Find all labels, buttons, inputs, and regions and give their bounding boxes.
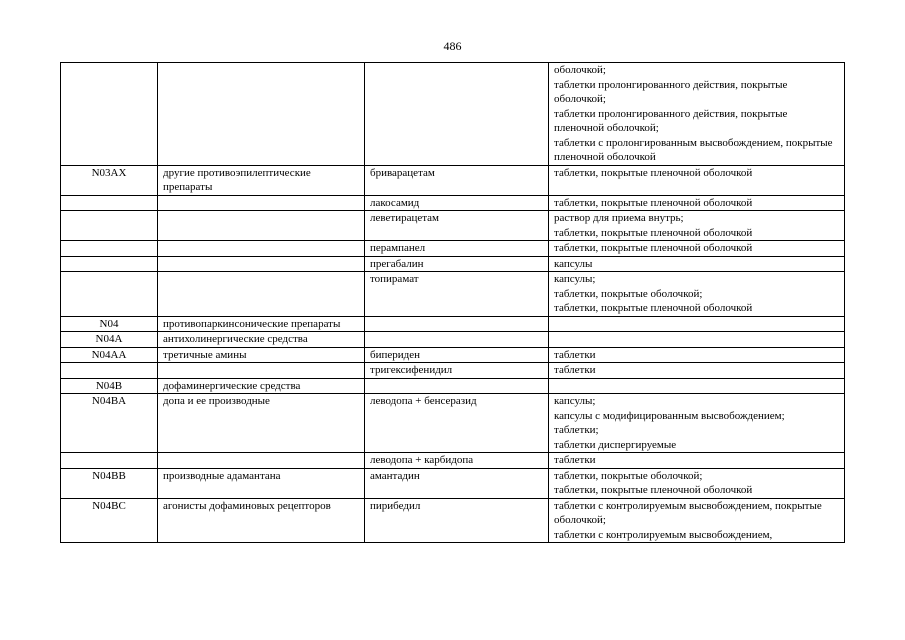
table-row — [61, 165, 845, 195]
atc-code-cell: N03AX — [61, 165, 158, 195]
atc-code-cell: N04A — [61, 332, 158, 348]
table-row — [61, 256, 845, 272]
dosage-forms-cell: таблетки, покрытые пленочной оболочкой — [549, 241, 845, 257]
atc-code-cell — [61, 363, 158, 379]
pharmacological-group-cell: антихолинергические средства — [158, 332, 365, 348]
dosage-forms-cell: раствор для приема внутрь; таблетки, покрытые пленочной оболочкой — [549, 211, 845, 241]
dosage-forms-cell: таблетки, покрытые оболочкой; таблетки, покрытые пленочной оболочкой — [549, 468, 845, 498]
drug-name-cell: амантадин — [365, 468, 549, 498]
dosage-forms-cell — [549, 316, 845, 332]
pharmacological-group-cell: другие противоэпилептические препараты — [158, 165, 365, 195]
pharmacological-group-cell — [158, 363, 365, 379]
pharmacological-group-cell: третичные амины — [158, 347, 365, 363]
drug-name-cell: топирамат — [365, 272, 549, 317]
atc-code-cell: N04B — [61, 378, 158, 394]
pharmacological-group-cell — [158, 63, 365, 166]
atc-code-cell: N04AA — [61, 347, 158, 363]
dosage-forms-cell: капсулы; таблетки, покрытые оболочкой; таблетки, покрытые пленочной оболочкой — [549, 272, 845, 317]
dosage-forms-cell — [549, 378, 845, 394]
atc-code-cell: N04BC — [61, 498, 158, 543]
pharmacological-group-cell: агонисты дофаминовых рецепторов — [158, 498, 365, 543]
dosage-forms-cell: оболочкой; таблетки пролонгированного действия, покрытые оболочкой; таблетки пролонгированного действия, покрытые пленочной оболочкой; таблетки с пролонгированным высвобождением, покрытые пленочной оболочкой — [549, 63, 845, 166]
pharmacological-group-cell: допа и ее производные — [158, 394, 365, 453]
pharmacological-group-cell — [158, 195, 365, 211]
table-row — [61, 211, 845, 241]
table-row — [61, 498, 845, 543]
dosage-forms-cell: таблетки — [549, 453, 845, 469]
table-row — [61, 195, 845, 211]
dosage-forms-cell: таблетки — [549, 363, 845, 379]
pharmacological-group-cell: противопаркинсонические препараты — [158, 316, 365, 332]
dosage-forms-cell — [549, 332, 845, 348]
drug-name-cell: пирибедил — [365, 498, 549, 543]
table-row — [61, 332, 845, 348]
table-row — [61, 394, 845, 453]
table-row — [61, 63, 845, 166]
drug-name-cell: бриварацетам — [365, 165, 549, 195]
table-row — [61, 241, 845, 257]
table-row — [61, 272, 845, 317]
table-row — [61, 347, 845, 363]
drug-name-cell: леветирацетам — [365, 211, 549, 241]
drug-name-cell: перампанел — [365, 241, 549, 257]
drug-name-cell — [365, 63, 549, 166]
table-row — [61, 316, 845, 332]
atc-code-cell: N04 — [61, 316, 158, 332]
drug-name-cell — [365, 378, 549, 394]
pharmacological-group-cell: дофаминергические средства — [158, 378, 365, 394]
pharmacological-group-cell — [158, 211, 365, 241]
pharmacological-group-cell — [158, 453, 365, 469]
dosage-forms-cell: капсулы — [549, 256, 845, 272]
drug-name-cell: леводопа + бенсеразид — [365, 394, 549, 453]
atc-code-cell — [61, 272, 158, 317]
atc-code-cell: N04BB — [61, 468, 158, 498]
table-row — [61, 453, 845, 469]
pharmacological-group-cell — [158, 241, 365, 257]
atc-code-cell — [61, 453, 158, 469]
pharmacological-group-cell — [158, 256, 365, 272]
pharmacological-group-cell — [158, 272, 365, 317]
drug-name-cell: лакосамид — [365, 195, 549, 211]
table-row — [61, 363, 845, 379]
drug-table — [60, 62, 845, 543]
drug-name-cell: леводопа + карбидопа — [365, 453, 549, 469]
pharmacological-group-cell: производные адамантана — [158, 468, 365, 498]
drug-name-cell — [365, 332, 549, 348]
atc-code-cell — [61, 241, 158, 257]
dosage-forms-cell: таблетки с контролируемым высвобождением, покрытые оболочкой; таблетки с контролируемым высвобождением, — [549, 498, 845, 543]
table-row — [61, 378, 845, 394]
dosage-forms-cell: таблетки, покрытые пленочной оболочкой — [549, 195, 845, 211]
atc-code-cell — [61, 63, 158, 166]
drug-name-cell: бипериден — [365, 347, 549, 363]
drug-name-cell: прегабалин — [365, 256, 549, 272]
dosage-forms-cell: таблетки, покрытые пленочной оболочкой — [549, 165, 845, 195]
table-body — [61, 63, 845, 543]
atc-code-cell — [61, 195, 158, 211]
atc-code-cell: N04BA — [61, 394, 158, 453]
drug-name-cell — [365, 316, 549, 332]
atc-code-cell — [61, 211, 158, 241]
page-number: 486 — [443, 39, 462, 53]
atc-code-cell — [61, 256, 158, 272]
dosage-forms-cell: капсулы; капсулы с модифицированным высвобождением; таблетки; таблетки диспергируемые — [549, 394, 845, 453]
table-row — [61, 468, 845, 498]
drug-name-cell: тригексифенидил — [365, 363, 549, 379]
dosage-forms-cell: таблетки — [549, 347, 845, 363]
